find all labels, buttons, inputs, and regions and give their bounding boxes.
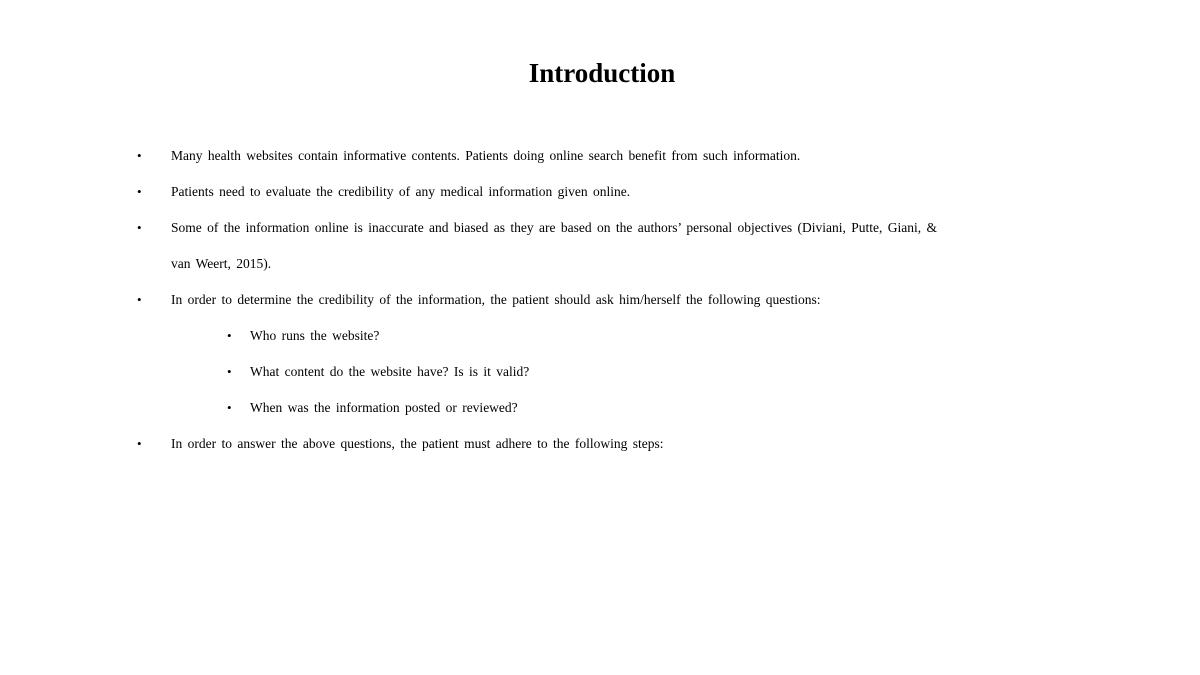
bullet-item <box>0 433 1200 469</box>
sub-bullet-text: What content do the website have? Is is it valid? <box>250 364 530 379</box>
bullet-text: Some of the information online is inaccurate and biased as they are based on the authors’ personal objectives (Diviani, Putte, Giani, & <box>171 220 938 235</box>
bullet-dot-icon: • <box>227 400 232 415</box>
bullet-dot-icon: • <box>137 184 142 199</box>
bullet-dot-icon: • <box>137 220 142 235</box>
bullet-text: In order to determine the credibility of the information, the patient should ask him/herself the following questions: <box>171 292 821 307</box>
sub-bullet-item <box>0 397 1200 433</box>
bullet-item <box>0 145 1200 181</box>
bullet-item <box>0 217 1200 253</box>
sub-bullet-text: Who runs the website? <box>250 328 380 343</box>
bullet-item <box>0 289 1200 325</box>
bullet-list <box>0 145 1200 469</box>
sub-bullet-item <box>0 325 1200 361</box>
bullet-dot-icon: • <box>137 148 142 163</box>
bullet-text: Many health websites contain informative contents. Patients doing online search benefit from such information. <box>171 148 801 163</box>
sub-bullet-text: When was the information posted or reviewed? <box>250 400 518 415</box>
bullet-dot-icon: • <box>227 328 232 343</box>
bullet-text: Patients need to evaluate the credibility of any medical information given online. <box>171 184 631 199</box>
bullet-dot-icon: • <box>227 364 232 379</box>
bullet-item <box>0 181 1200 217</box>
bullet-text: In order to answer the above questions, the patient must adhere to the following steps: <box>171 436 664 451</box>
slide-title: Introduction <box>528 58 676 88</box>
bullet-continuation <box>0 253 1200 289</box>
bullet-text: van Weert, 2015). <box>171 256 272 271</box>
sub-bullet-item <box>0 361 1200 397</box>
bullet-dot-icon: • <box>137 436 142 451</box>
bullet-dot-icon: • <box>137 292 142 307</box>
